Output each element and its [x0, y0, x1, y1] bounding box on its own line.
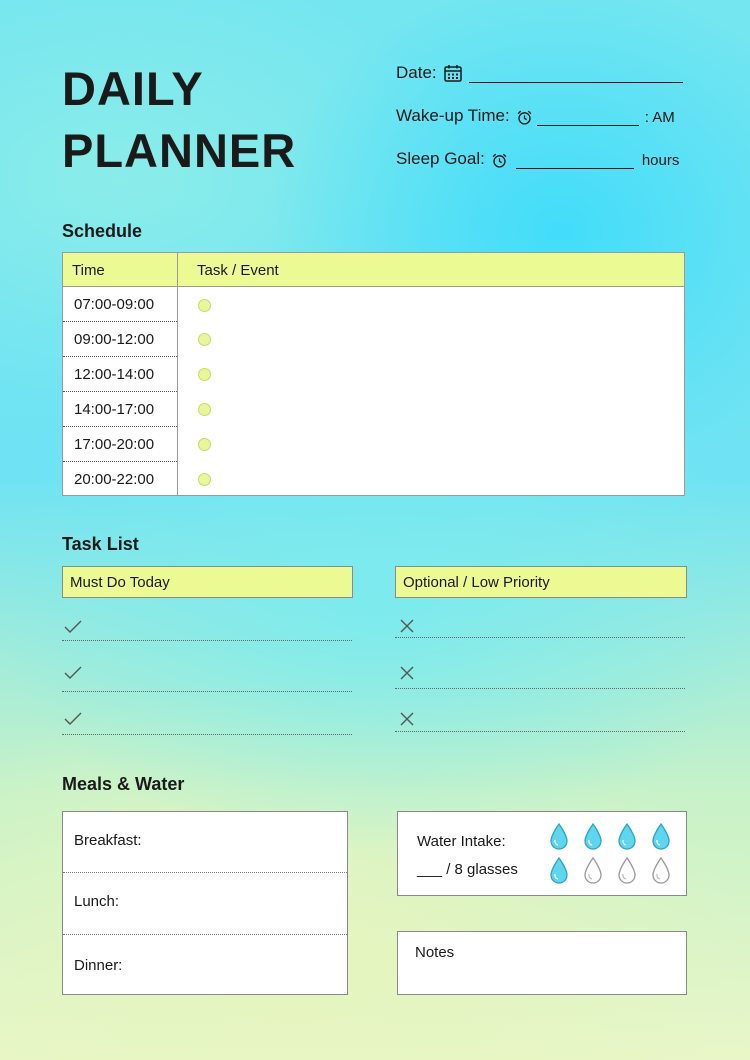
task-list-title: Task List — [62, 534, 139, 554]
water-drop-icon[interactable] — [616, 822, 638, 852]
optional-label: Optional / Low Priority — [403, 574, 550, 591]
task-bullet[interactable] — [198, 438, 211, 451]
optional-line[interactable] — [395, 637, 685, 638]
meal-separator — [63, 934, 347, 935]
water-drop-icon[interactable] — [616, 856, 638, 886]
notes-label: Notes — [415, 944, 455, 961]
optional-line[interactable] — [395, 688, 685, 689]
schedule-slot — [63, 427, 177, 462]
water-drop-icon[interactable] — [548, 822, 570, 852]
alarm-clock-icon — [516, 109, 533, 126]
task-bullet[interactable] — [198, 333, 211, 346]
water-drop-icon[interactable] — [650, 856, 672, 886]
notes-box[interactable] — [397, 931, 687, 995]
date-input-line[interactable] — [469, 68, 683, 83]
check-icon[interactable] — [63, 665, 83, 681]
wake-time-input-line[interactable] — [537, 111, 639, 126]
optional-line[interactable] — [395, 731, 685, 732]
page-title — [62, 58, 296, 182]
schedule-slot — [63, 322, 177, 357]
task-bullet[interactable] — [198, 368, 211, 381]
dinner-label: Dinner: — [74, 957, 123, 974]
water-glasses-count[interactable]: ___ / 8 glasses — [417, 861, 518, 878]
title-line-planner: PLANNER — [62, 124, 297, 177]
schedule-slot-time: 20:00-22:00 — [74, 471, 155, 488]
meal-separator — [63, 872, 347, 873]
water-drop-icon[interactable] — [582, 822, 604, 852]
x-icon[interactable] — [399, 618, 415, 634]
date-label: Date: — [396, 63, 437, 82]
schedule-slot-time: 07:00-09:00 — [74, 296, 155, 313]
calendar-icon — [443, 63, 463, 83]
must-do-line[interactable] — [62, 640, 352, 641]
schedule-slot-time: 14:00-17:00 — [74, 401, 155, 418]
optional-header — [395, 566, 687, 598]
x-icon[interactable] — [399, 711, 415, 727]
lunch-label: Lunch: — [74, 893, 120, 910]
water-intake-box — [397, 811, 687, 896]
water-drop-icon[interactable] — [582, 856, 604, 886]
schedule-table — [62, 252, 685, 496]
task-bullet[interactable] — [198, 299, 211, 312]
water-drop-icon[interactable] — [548, 856, 570, 886]
water-intake-label: Water Intake: — [417, 833, 506, 850]
schedule-slot — [63, 357, 177, 392]
task-bullet[interactable] — [198, 473, 211, 486]
check-icon[interactable] — [63, 619, 83, 635]
date-row — [396, 63, 683, 83]
sleep-goal-label: Sleep Goal: — [396, 149, 485, 168]
schedule-slot-time: 12:00-14:00 — [74, 366, 155, 383]
schedule-slot — [63, 392, 177, 427]
x-icon[interactable] — [399, 665, 415, 681]
wake-time-label: Wake-up Time: — [396, 106, 510, 125]
schedule-title: Schedule — [62, 221, 143, 241]
wake-time-row — [396, 106, 675, 126]
must-do-label: Must Do Today — [70, 574, 170, 591]
schedule-header-task: Task / Event — [197, 262, 279, 279]
sleep-goal-row — [396, 149, 679, 169]
meals-water-title: Meals & Water — [62, 774, 185, 794]
water-drops — [548, 822, 676, 888]
schedule-slot-time: 09:00-12:00 — [74, 331, 155, 348]
wake-time-suffix: : AM — [644, 109, 675, 126]
must-do-line[interactable] — [62, 734, 352, 735]
schedule-header — [63, 253, 684, 287]
water-drop-icon[interactable] — [650, 822, 672, 852]
sleep-goal-suffix: hours — [641, 152, 680, 169]
schedule-slot-time: 17:00-20:00 — [74, 436, 155, 453]
meals-box — [62, 811, 348, 995]
must-do-line[interactable] — [62, 691, 352, 692]
breakfast-label: Breakfast: — [74, 832, 142, 849]
sleep-goal-input-line[interactable] — [516, 154, 634, 169]
must-do-header — [62, 566, 353, 598]
schedule-column-divider — [177, 253, 178, 495]
check-icon[interactable] — [63, 711, 83, 727]
schedule-header-time: Time — [72, 262, 105, 279]
title-line-daily: DAILY — [62, 62, 204, 115]
task-bullet[interactable] — [198, 403, 211, 416]
schedule-slot — [63, 287, 177, 322]
schedule-slot — [63, 462, 177, 497]
alarm-clock-icon — [491, 152, 508, 169]
